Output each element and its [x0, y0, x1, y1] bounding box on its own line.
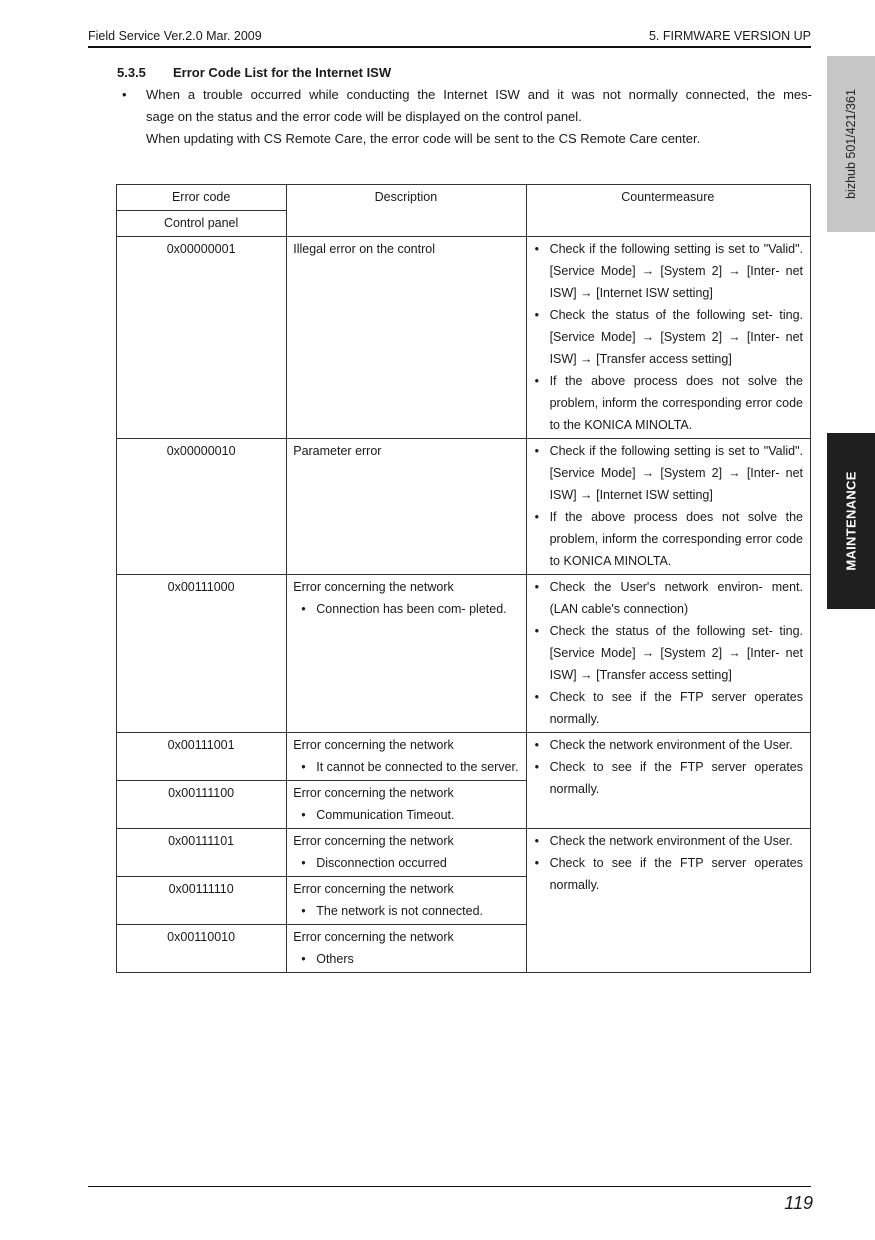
countermeasure-item: • Check if the following setting is set to "Valid". [Service Mode] → [System 2] → [Inter- net ISW] → [Internet ISW setting]	[533, 440, 803, 506]
countermeasure-item: • Check to see if the FTP server operates normally.	[533, 756, 803, 800]
description-cell	[287, 925, 526, 973]
countermeasure-cell	[526, 237, 810, 439]
section-number: 5.3.5	[117, 65, 146, 80]
error-code-cell: 0x00111001	[117, 733, 287, 781]
table-row	[117, 575, 811, 733]
error-code-cell: 0x00111101	[117, 829, 287, 877]
description-text: Error concerning the network	[293, 930, 454, 944]
intro-line-2: sage on the status and the error code will be displayed on the control panel.	[146, 109, 582, 124]
intro-bullet: •	[122, 87, 127, 102]
error-code-cell: 0x00000010	[117, 439, 287, 575]
error-code-cell: 0x00111110	[117, 877, 287, 925]
description-detail: • The network is not connected.	[293, 900, 518, 922]
error-code-cell: 0x00111100	[117, 781, 287, 829]
error-code-table	[116, 184, 811, 973]
description-cell	[287, 829, 526, 877]
section-title: Error Code List for the Internet ISW	[173, 65, 392, 80]
description-cell	[287, 575, 526, 733]
countermeasure-item: • If the above process does not solve the problem, inform the corresponding error code to the KONICA MINOLTA.	[533, 370, 803, 436]
countermeasure-item: • Check the network environment of the User.	[533, 830, 803, 852]
countermeasure-item: • Check to see if the FTP server operates normally.	[533, 852, 803, 896]
header-control-panel: Control panel	[117, 211, 287, 237]
description-text: Error concerning the network	[293, 786, 454, 800]
table-row	[117, 829, 811, 877]
countermeasure-item: • Check the User's network environ- ment. (LAN cable's connection)	[533, 576, 803, 620]
countermeasure-cell	[526, 439, 810, 575]
header-rule	[88, 46, 811, 48]
table-row	[117, 733, 811, 781]
countermeasure-cell	[526, 733, 810, 829]
description-cell	[287, 877, 526, 925]
description-text: Error concerning the network	[293, 882, 454, 896]
footer-rule	[88, 1186, 811, 1187]
countermeasure-item: • Check if the following setting is set to "Valid". [Service Mode] → [System 2] → [Inter- net ISW] → [Internet ISW setting]	[533, 238, 803, 304]
table-row	[117, 237, 811, 439]
countermeasure-item: • Check to see if the FTP server operates normally.	[533, 686, 803, 730]
description-cell: Parameter error	[287, 439, 526, 575]
model-tab-label: bizhub 501/421/361	[844, 89, 858, 199]
intro-line-1: When a trouble occurred while conducting the Internet ISW and it was not normally connected, the mes-	[146, 87, 812, 102]
description-detail: • Communication Timeout.	[293, 804, 518, 826]
section-tab-label: MAINTENANCE	[843, 471, 859, 571]
section-heading	[117, 65, 391, 80]
section-side-tab	[827, 433, 875, 609]
countermeasure-cell	[526, 575, 810, 733]
countermeasure-item: • Check the network environment of the User.	[533, 734, 803, 756]
model-side-tab	[827, 56, 875, 232]
table-header-row	[117, 185, 811, 211]
description-text: Error concerning the network	[293, 834, 454, 848]
intro-line-3: When updating with CS Remote Care, the error code will be sent to the CS Remote Care center.	[146, 131, 701, 146]
description-cell	[287, 733, 526, 781]
header-countermeasure: Countermeasure	[526, 185, 810, 237]
table-row	[117, 439, 811, 575]
description-text: Error concerning the network	[293, 738, 454, 752]
description-cell: Illegal error on the control	[287, 237, 526, 439]
description-detail: • Connection has been com- pleted.	[293, 598, 518, 620]
description-detail: • It cannot be connected to the server.	[293, 756, 518, 778]
header-description: Description	[287, 185, 526, 237]
error-code-cell: 0x00110010	[117, 925, 287, 973]
intro-paragraph	[122, 84, 812, 150]
countermeasure-item: • Check the status of the following set- ting. [Service Mode] → [System 2] → [Inter- net ISW] → [Transfer access setting]	[533, 620, 803, 686]
header-error-code: Error code	[117, 185, 287, 211]
description-detail: • Others	[293, 948, 518, 970]
error-code-cell: 0x00000001	[117, 237, 287, 439]
error-code-cell: 0x00111000	[117, 575, 287, 733]
description-cell	[287, 781, 526, 829]
running-header-left: Field Service Ver.2.0 Mar. 2009	[88, 29, 262, 43]
countermeasure-item: • If the above process does not solve the problem, inform the corresponding error code to KONICA MINOLTA.	[533, 506, 803, 572]
description-text: Error concerning the network	[293, 580, 454, 594]
description-detail: • Disconnection occurred	[293, 852, 518, 874]
page-number: 119	[784, 1193, 813, 1213]
countermeasure-item: • Check the status of the following set- ting. [Service Mode] → [System 2] → [Inter- net ISW] → [Transfer access setting]	[533, 304, 803, 370]
running-header-right: 5. FIRMWARE VERSION UP	[648, 29, 811, 43]
countermeasure-cell	[526, 829, 810, 973]
